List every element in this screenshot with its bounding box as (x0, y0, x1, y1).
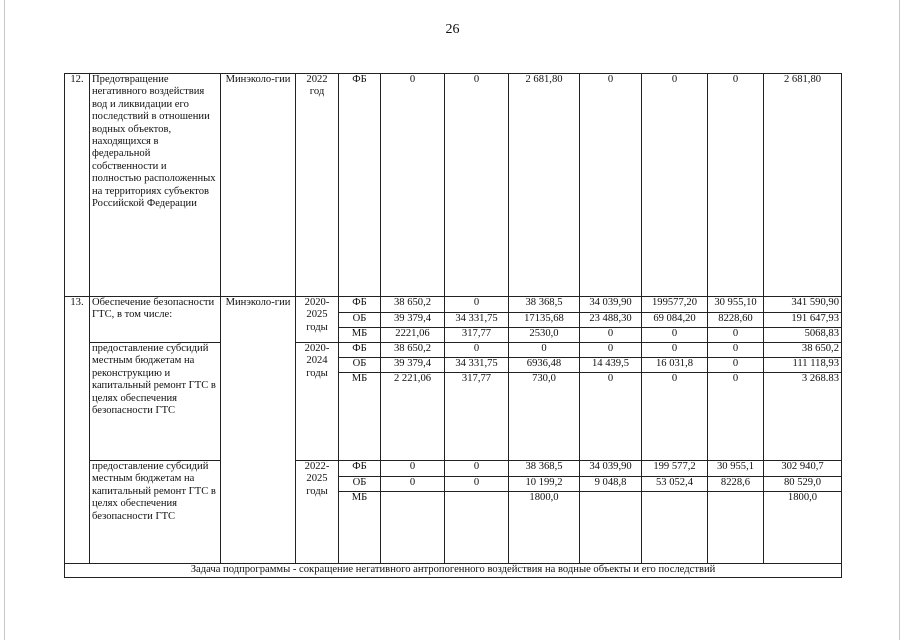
value-cell: 30 955,1 (708, 461, 764, 477)
measure-name: предоставление субсидий местным бюджетам на реконструкцию и капитальный ремонт ГТС в целях обеспечения безопасности ГТС (90, 343, 221, 461)
value-cell: 0 (708, 328, 764, 343)
value-cell: 23 488,30 (580, 313, 642, 328)
value-cell: 199 577,2 (642, 461, 708, 477)
value-cell: 0 (642, 373, 708, 461)
period: 2022 год (296, 74, 339, 297)
value-cell: 0 (381, 461, 445, 477)
funding-source: ФБ (339, 297, 381, 313)
value-cell: 730,0 (509, 373, 580, 461)
value-cell: 317,77 (445, 328, 509, 343)
table-row (65, 564, 842, 578)
value-cell: 0 (445, 461, 509, 477)
table-row (65, 74, 842, 297)
value-cell: 0 (445, 477, 509, 492)
measure-name: Предотвращение негативного воздействия вод и ликвидации его последствий в отношении водных объектов, находящихся в федеральной собственности и полностью расположенных на территориях субъектов Российской Федерации (90, 74, 221, 297)
value-cell: 2 221,06 (381, 373, 445, 461)
value-cell: 0 (580, 373, 642, 461)
table-row (65, 297, 842, 313)
right-margin-line (899, 0, 900, 640)
value-cell: 0 (445, 74, 509, 297)
value-cell: 34 331,75 (445, 313, 509, 328)
value-cell: 1800,0 (509, 492, 580, 564)
budget-table (64, 73, 842, 578)
value-cell: 17135,68 (509, 313, 580, 328)
value-cell: 14 439,5 (580, 358, 642, 373)
executor: Минэколо-гии (221, 297, 296, 564)
value-cell: 53 052,4 (642, 477, 708, 492)
value-cell: 5068,83 (764, 328, 842, 343)
value-cell: 0 (381, 74, 445, 297)
value-cell: 6936,48 (509, 358, 580, 373)
value-cell: 39 379,4 (381, 313, 445, 328)
funding-source: ОБ (339, 477, 381, 492)
value-cell: 0 (708, 343, 764, 358)
period: 2020-2025 годы (296, 297, 339, 343)
value-cell: 34 039,90 (580, 461, 642, 477)
value-cell: 0 (708, 373, 764, 461)
row-number: 13. (65, 297, 90, 564)
value-cell: 199577,20 (642, 297, 708, 313)
value-cell: 10 199,2 (509, 477, 580, 492)
value-cell: 39 379,4 (381, 358, 445, 373)
value-cell: 38 650,2 (381, 343, 445, 358)
value-cell: 38 650,2 (381, 297, 445, 313)
value-cell: 30 955,10 (708, 297, 764, 313)
value-cell (445, 492, 509, 564)
funding-source: МБ (339, 373, 381, 461)
funding-source: ФБ (339, 74, 381, 297)
value-cell: 0 (381, 477, 445, 492)
value-cell: 2 681,80 (764, 74, 842, 297)
value-cell: 0 (642, 328, 708, 343)
value-cell: 0 (642, 74, 708, 297)
value-cell: 317,77 (445, 373, 509, 461)
value-cell: 69 084,20 (642, 313, 708, 328)
value-cell: 0 (509, 343, 580, 358)
table-row (65, 461, 842, 477)
row-number: 12. (65, 74, 90, 297)
value-cell: 8228,60 (708, 313, 764, 328)
funding-source: ОБ (339, 358, 381, 373)
value-cell: 0 (445, 297, 509, 313)
value-cell: 0 (708, 74, 764, 297)
value-cell: 8228,6 (708, 477, 764, 492)
value-cell: 3 268.83 (764, 373, 842, 461)
page-number: 26 (445, 22, 460, 37)
measure-name: Обеспечение безопасности ГТС, в том числе: (90, 297, 221, 343)
value-cell (708, 492, 764, 564)
value-cell: 111 118,93 (764, 358, 842, 373)
value-cell: 16 031,8 (642, 358, 708, 373)
measure-name: предоставление субсидий местным бюджетам на капитальный ремонт ГТС в целях обеспечения безопасности ГТС (90, 461, 221, 564)
funding-source: ОБ (339, 313, 381, 328)
value-cell: 1800,0 (764, 492, 842, 564)
subprogram-task: Задача подпрограммы - сокращение негативного антропогенного воздействия на водные объекты и его последствий (65, 564, 842, 578)
value-cell: 0 (580, 343, 642, 358)
value-cell: 9 048,8 (580, 477, 642, 492)
value-cell: 38 650,2 (764, 343, 842, 358)
table-row (65, 343, 842, 358)
value-cell: 38 368,5 (509, 461, 580, 477)
value-cell: 2221,06 (381, 328, 445, 343)
value-cell: 341 590,90 (764, 297, 842, 313)
value-cell: 34 331,75 (445, 358, 509, 373)
value-cell (580, 492, 642, 564)
value-cell: 34 039,90 (580, 297, 642, 313)
funding-source: МБ (339, 328, 381, 343)
value-cell: 2 681,80 (509, 74, 580, 297)
value-cell: 302 940,7 (764, 461, 842, 477)
value-cell: 0 (642, 343, 708, 358)
value-cell: 80 529,0 (764, 477, 842, 492)
value-cell: 0 (580, 328, 642, 343)
period: 2020-2024 годы (296, 343, 339, 461)
executor: Минэколо-гии (221, 74, 296, 297)
funding-source: МБ (339, 492, 381, 564)
value-cell: 0 (580, 74, 642, 297)
value-cell (642, 492, 708, 564)
value-cell: 0 (445, 343, 509, 358)
value-cell: 0 (708, 358, 764, 373)
left-margin-line (4, 0, 5, 640)
funding-source: ФБ (339, 461, 381, 477)
period: 2022-2025 годы (296, 461, 339, 564)
funding-source: ФБ (339, 343, 381, 358)
value-cell: 2530,0 (509, 328, 580, 343)
value-cell (381, 492, 445, 564)
value-cell: 191 647,93 (764, 313, 842, 328)
value-cell: 38 368,5 (509, 297, 580, 313)
